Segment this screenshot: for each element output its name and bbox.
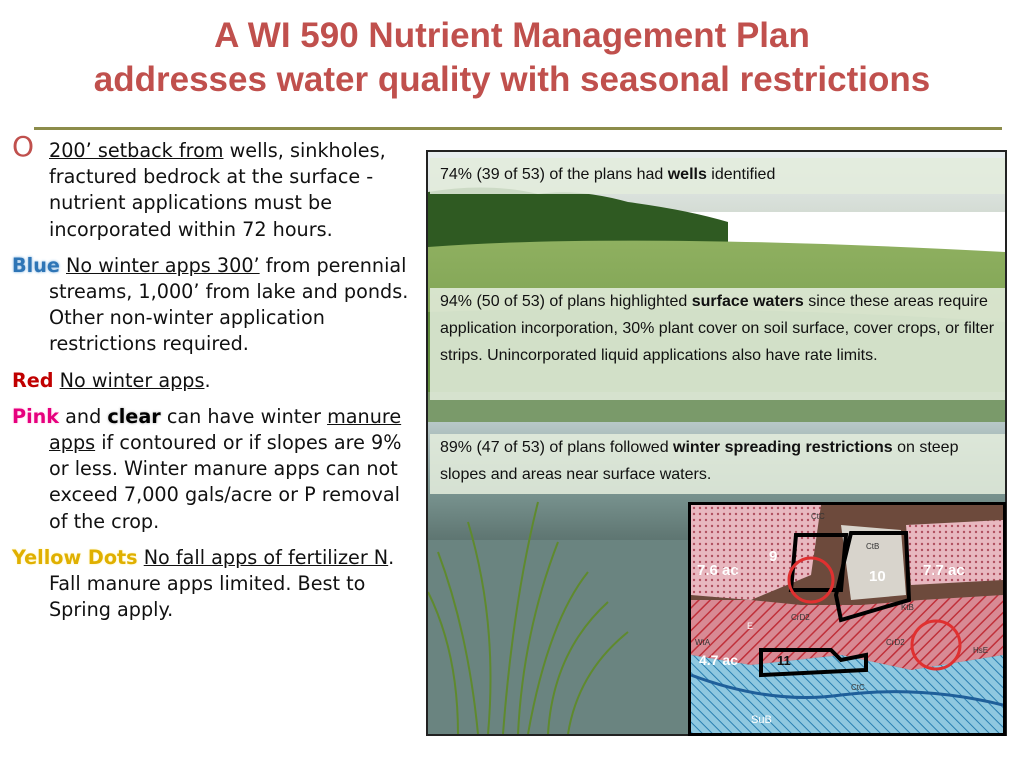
yellow-underlined: No fall apps of fertilizer N [143,545,389,569]
map-acres-1: 7.6 ac [697,562,739,579]
map-field-9: 9 [769,548,778,565]
wells-callout [430,158,1006,194]
left-text-panel [12,130,417,633]
wells-callout-tail: identified [706,166,776,183]
pink-keyword: Pink [12,404,60,428]
title-divider [34,127,1002,130]
slide-title [0,14,1024,102]
blue-underlined: No winter apps 300’ [66,253,260,277]
map-soil-crd2-a: CrD2 [791,613,810,622]
map-soil-wta: WtA [695,638,711,647]
setback-text: wells, sinkholes, fractured bedrock at the surface -nutrient applications must be incorporated within 72 hours. [49,139,386,241]
map-soil-ktb: KtB [901,603,914,612]
red-text: . [204,368,211,392]
blue-paragraph [12,253,417,358]
pink-paragraph [12,404,417,535]
winter-spreading-callout [430,434,1006,494]
yellow-paragraph [12,545,417,624]
field-map-drawing [691,505,1003,733]
bullet-glyph: O [12,130,35,163]
map-soil-sub: SuB [751,714,772,726]
pink-mid: can have winter [160,404,328,428]
pink-and: and [59,404,108,428]
winter-spreading-text: 89% (47 of 53) of plans followed [440,439,674,456]
wells-callout-bold: wells [667,166,707,183]
surface-waters-text: 94% (50 of 53) of plans highlighted [440,293,692,310]
blue-text: from perennial streams, 1,000’ from lake and ponds. Other non-winter application restrictions required. [49,253,409,356]
map-soil-crd2-b: CrD2 [886,638,905,647]
winter-spreading-tail: on steep slopes and areas near surface waters. [440,439,959,483]
winter-spreading-bold: winter spreading restrictions [673,439,893,456]
map-field-11: 11 [777,653,791,668]
map-field-10: 10 [869,568,886,585]
map-acres-2: 7.7 ac [923,562,965,579]
surface-waters-callout [430,288,1006,400]
map-soil-e: E [747,621,754,631]
yellow-text: . Fall manure apps limited. Best to Spring apply. [49,545,395,622]
pink-underlined: manure apps [49,404,402,455]
yellow-keyword: Yellow Dots [12,545,138,569]
title-line-2: addresses water quality with seasonal restrictions [93,60,931,99]
map-soil-ctc: CtC [811,512,825,521]
map-soil-hse: HsE [973,646,989,655]
setback-paragraph [12,138,417,243]
red-paragraph [12,368,417,394]
blue-keyword: Blue [12,253,60,277]
field-map [688,502,1006,736]
map-soil-ctb: CtB [866,542,880,551]
pink-text: if contoured or if slopes are 9% or less. Winter manure apps can not exceed 7,000 gals/acre or P removal of the crop. [49,431,402,533]
surface-waters-tail: since these areas require application incorporation, 30% plant cover on soil surface, cover crops, or filter strips. Unincorporated liquid applications also have rate limits. [440,293,995,364]
setback-underlined: 200’ setback from [49,139,224,162]
map-acres-3: 4.7 ac [699,652,738,668]
red-keyword: Red [12,368,54,392]
red-underlined: No winter apps [59,368,205,392]
clear-keyword: clear [107,404,161,428]
wells-callout-text: 74% (39 of 53) of the plans had [440,166,668,183]
title-line-1: A WI 590 Nutrient Management Plan [214,16,810,55]
surface-waters-bold: surface waters [691,293,804,310]
map-soil-ctc-2: CtC [851,683,865,692]
